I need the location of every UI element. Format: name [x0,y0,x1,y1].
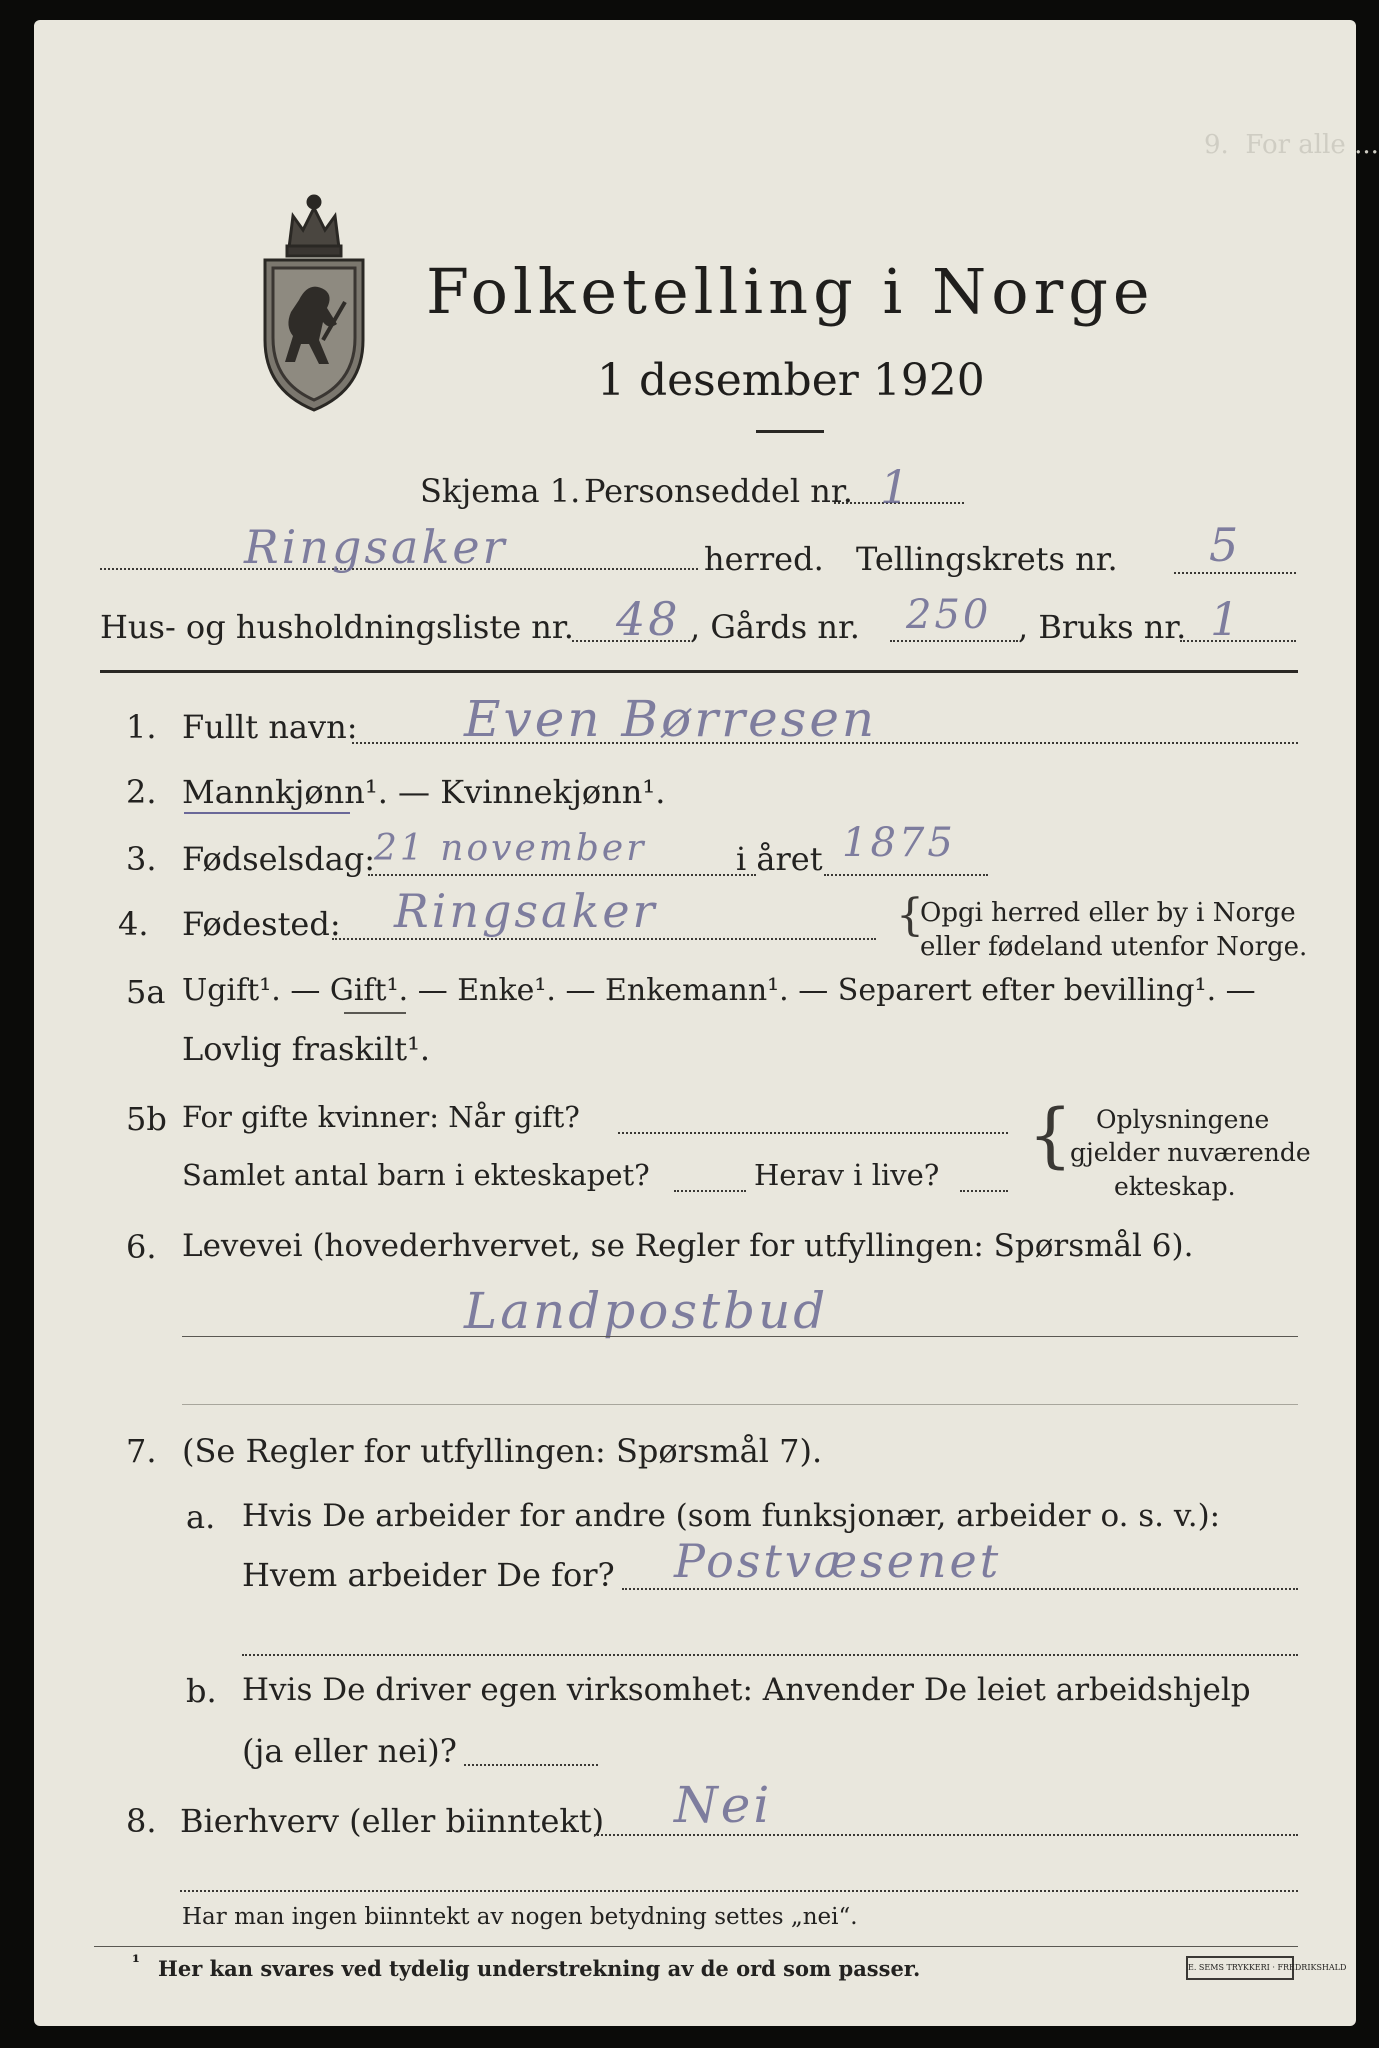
q5b-note-line1: Oplysningene [1096,1105,1270,1134]
employer-value[interactable]: Postvæsenet [674,1534,1002,1588]
birthday-value[interactable]: 21 november [374,828,647,869]
form-title: Folketelling i Norge [426,255,1155,328]
q5b-when-married-label: For gifte kvinner: Når gift? [182,1100,580,1134]
q2-label: Mannkjønn¹. — Kvinnekjønn¹. [182,773,666,811]
bruks-value[interactable]: 1 [1210,592,1243,646]
q7b-letter: b. [186,1672,217,1710]
personseddel-value[interactable]: 1 [880,460,913,514]
personseddel-label: Personseddel nr. [584,472,853,510]
q6-answer-line [182,1336,1298,1337]
q7b-line2: (ja eller nei)? [242,1732,457,1770]
q7a-line2: Hvem arbeider De for? [242,1556,615,1594]
q1-label: Fullt navn: [182,708,358,746]
q4-label: Fødested: [182,905,341,943]
header-divider [100,670,1298,673]
q5a-number: 5a [126,973,166,1011]
census-date: 1 desember 1920 [597,355,985,406]
footnote-text: Her kan svares ved tydelig understrekning av de ord som passer. [158,1956,921,1981]
q2-number: 2. [126,773,157,811]
q5b-brace: { [1028,1094,1073,1176]
title-divider [756,430,824,433]
tellingskrets-value[interactable]: 5 [1209,518,1242,572]
q7a-line1: Hvis De arbeider for andre (som funksjonær, arbeider o. s. v.): [242,1498,1221,1534]
q3-number: 3. [126,840,157,878]
q5b-note-line3: ekteskap. [1114,1172,1236,1201]
q3-year-label: i året [736,840,823,878]
herred-label: herred. [704,540,824,578]
full-name-value[interactable]: Even Børresen [464,690,878,748]
q6-extra-line [182,1404,1298,1405]
q6-number: 6. [126,1228,157,1266]
birth-year-value[interactable]: 1875 [842,820,956,866]
gift-underline [344,1012,406,1014]
hus-value[interactable]: 48 [616,592,681,646]
q4-number: 4. [118,905,149,943]
printer-stamp: E. SEMS TRYKKERI · FREDRIKSHALD [1186,1956,1294,1980]
q4-note-line2: eller fødeland utenfor Norge. [920,932,1308,962]
q7b-line1: Hvis De driver egen virksomhet: Anvender De leiet arbeidshjelp [242,1672,1251,1708]
q5b-children-label: Samlet antal barn i ekteskapet? [182,1158,650,1192]
mannkjonn-underline [184,812,350,814]
q7-number: 7. [126,1432,157,1470]
skjema-label: Skjema 1. [420,472,581,510]
hus-label: Hus- og husholdningsliste nr. [100,608,574,646]
q5a-options: Ugift¹. — Gift¹. — Enke¹. — Enkemann¹. — Separert efter bevilling¹. — [182,973,1256,1008]
q3-label: Fødselsdag: [182,840,376,878]
q8-number: 8. [126,1802,157,1840]
footnote-mark: ¹ [132,1952,140,1973]
q6-label: Levevei (hovederhvervet, se Regler for utfyllingen: Spørsmål 6). [182,1228,1194,1264]
gards-value[interactable]: 250 [906,592,992,638]
occupation-value[interactable]: Landpostbud [464,1282,829,1340]
bruks-label: , Bruks nr. [1018,608,1187,646]
q8-label: Bierhverv (eller biinntekt) [180,1802,605,1840]
q7-label: (Se Regler for utfyllingen: Spørsmål 7). [182,1432,823,1470]
q5b-alive-label: Herav i live? [754,1158,940,1192]
side-income-value[interactable]: Nei [674,1776,773,1834]
bleed-through-text: 9. For alle ... [1204,130,1379,160]
q5b-number: 5b [126,1100,167,1138]
herred-value[interactable]: Ringsaker [244,520,508,574]
birthplace-value[interactable]: Ringsaker [394,884,658,938]
census-form-page [34,20,1379,2026]
tellingskrets-label: Tellingskrets nr. [856,540,1118,578]
q4-brace: { [896,890,924,941]
coat-of-arms-icon [259,190,369,416]
footer-divider [94,1946,1298,1947]
q5a-options-line2: Lovlig fraskilt¹. [182,1030,431,1068]
q5b-note-line2: gjelder nuværende [1070,1138,1311,1167]
q7a-letter: a. [186,1498,216,1536]
q1-number: 1. [126,708,157,746]
gards-label: , Gårds nr. [690,608,860,646]
q4-note-line1: Opgi herred eller by i Norge [920,898,1296,928]
footer-note: Har man ingen biinntekt av nogen betydning settes „nei“. [182,1904,858,1930]
